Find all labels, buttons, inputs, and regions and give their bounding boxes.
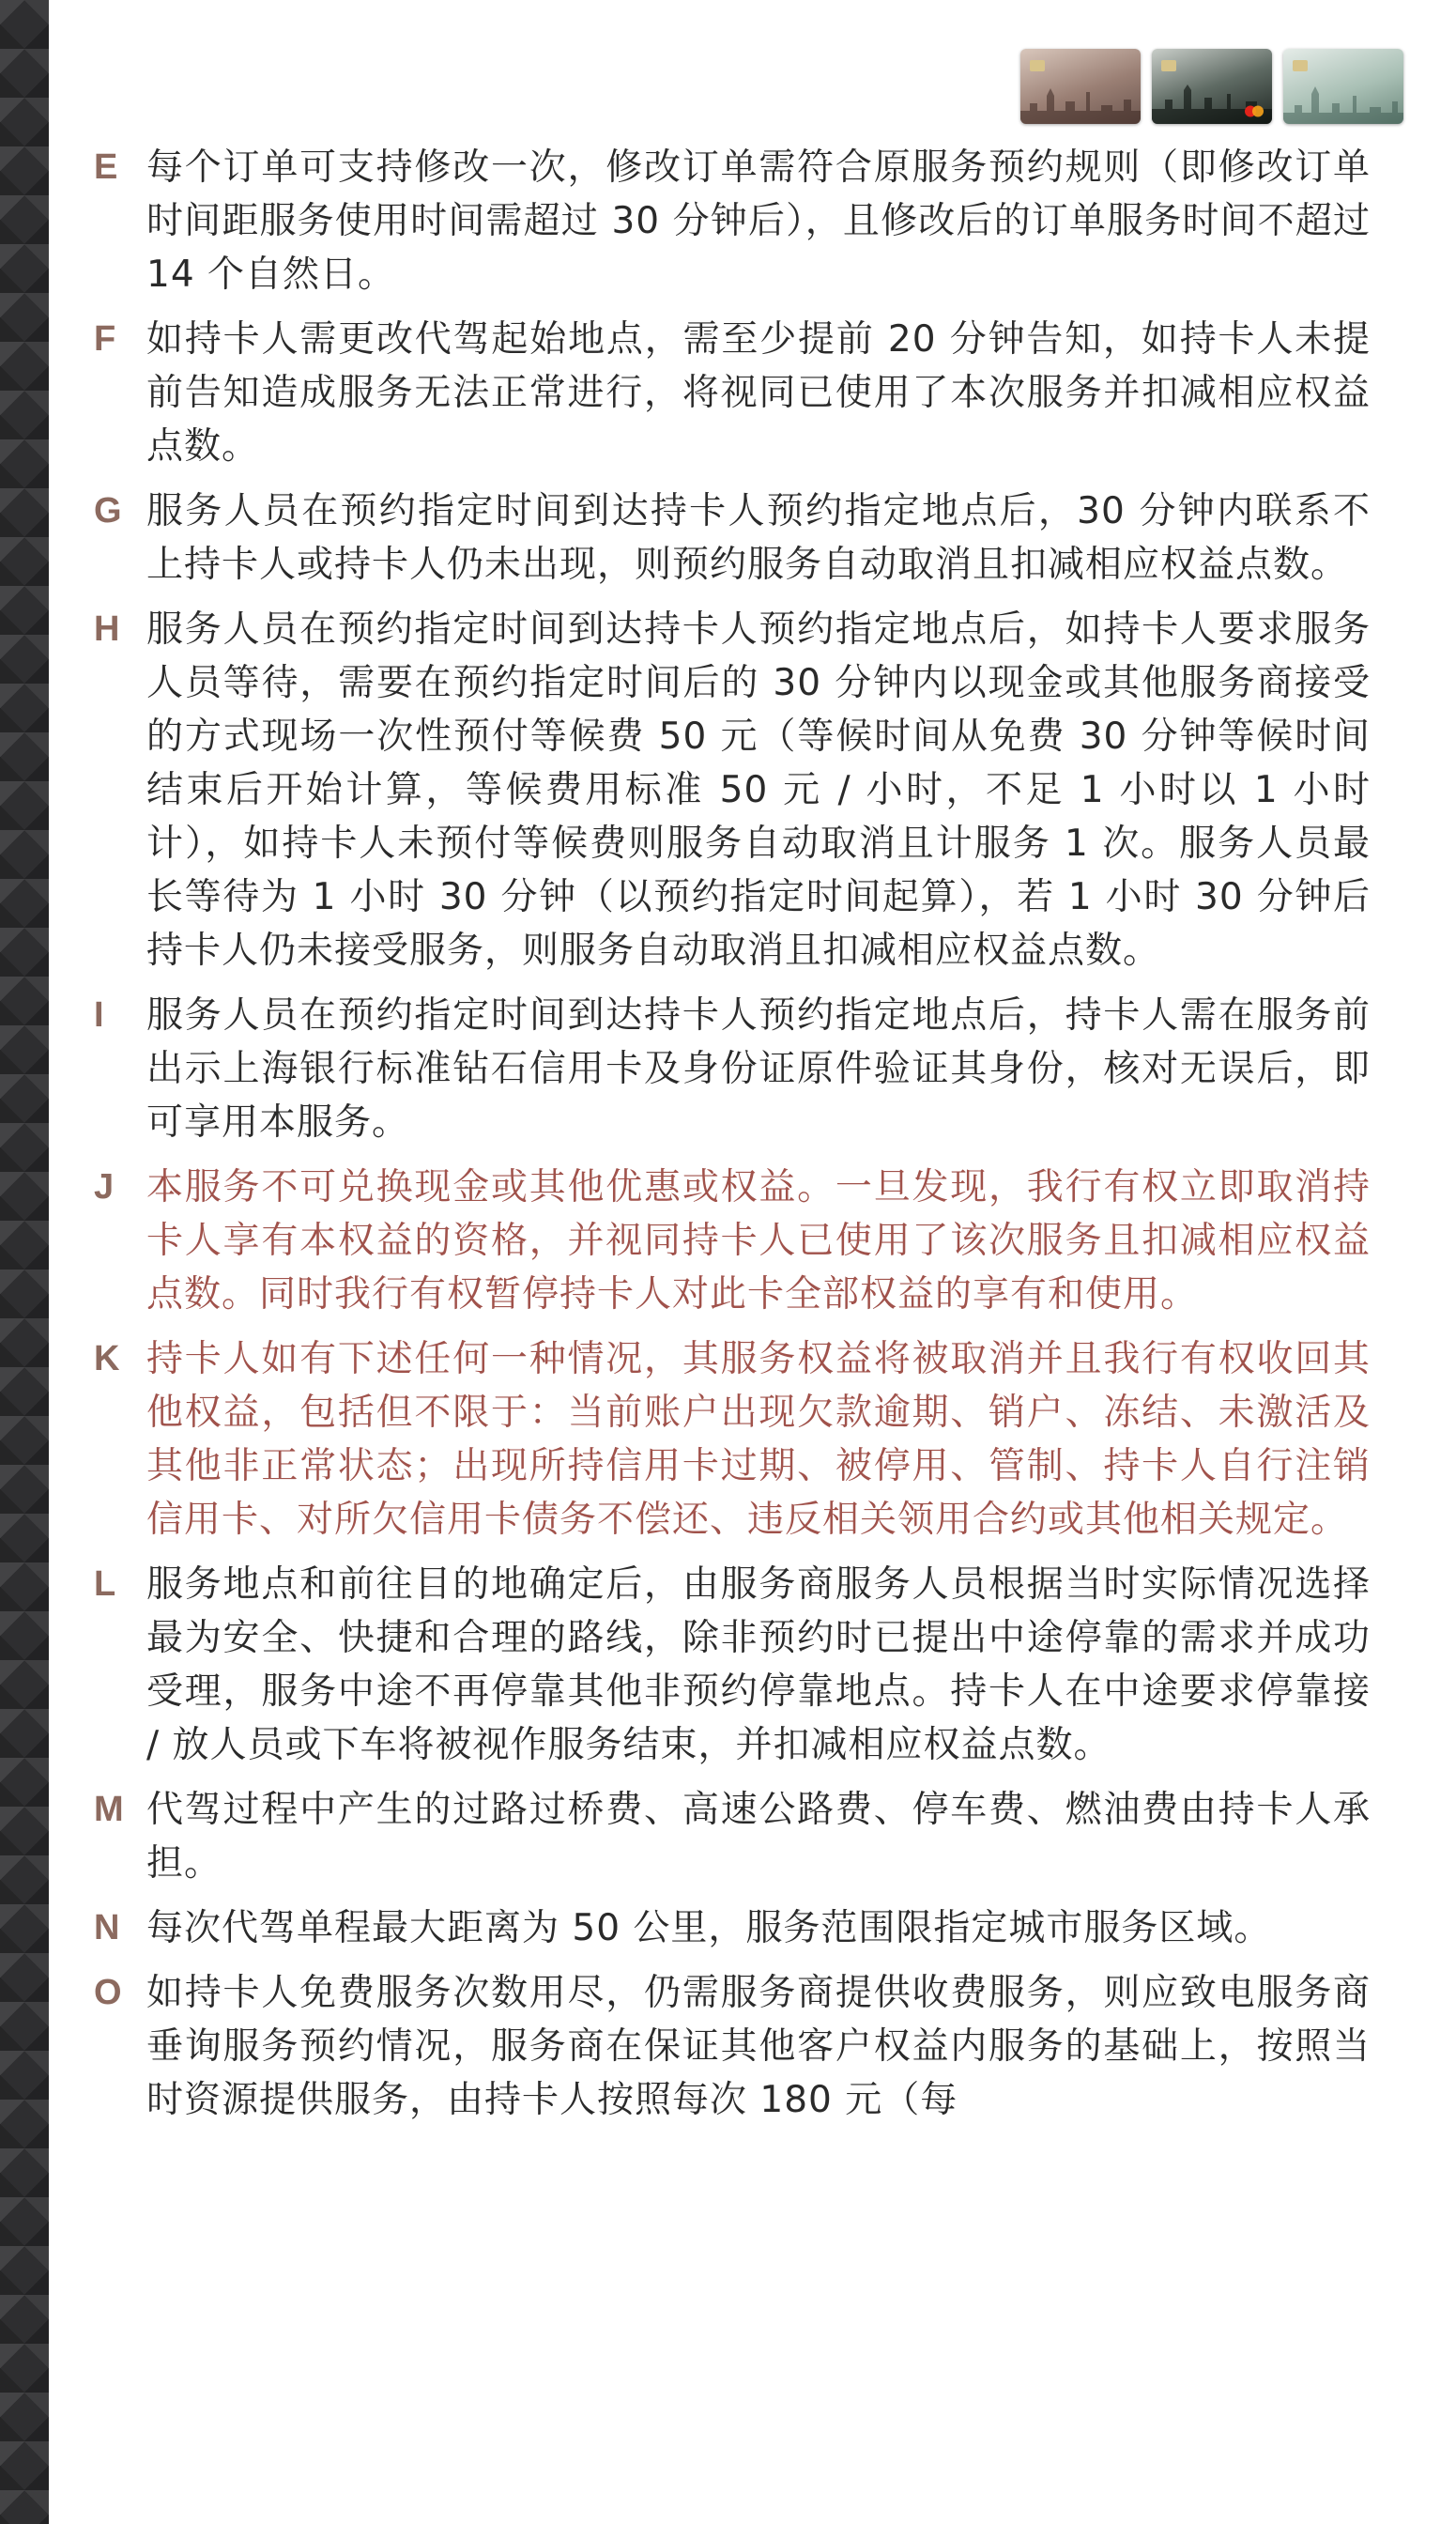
credit-card-image-3 <box>1283 49 1403 124</box>
card-thumbnails <box>1020 49 1403 124</box>
term-text: 服务人员在预约指定时间到达持卡人预约指定地点后，如持卡人要求服务人员等待，需要在预约指定时间后的 30 分钟内以现金或其他服务商接受的方式现场一次性预付等候费 50 元（等候时间从免费 30 分钟等候时间结束后开始计算，等候费用标准 50 元 / 小时，不足 1 小时以 1 小时计），如持卡人未预付等候费则服务自动取消且计服务 1 次。服务人员最长等待为 1 小时 30 分钟（以预约指定时间起算），若 1 小时 30 分钟后持卡人仍未接受服务，则服务自动取消且扣减相应权益点数。 <box>146 608 1371 972</box>
skyline-icon <box>1283 83 1403 124</box>
term-text: 服务人员在预约指定时间到达持卡人预约指定地点后，30 分钟内联系不上持卡人或持卡人仍未出现，则预约服务自动取消且扣减相应权益点数。 <box>146 490 1371 586</box>
term-text: 每个订单可支持修改一次，修改订单需符合原服务预约规则（即修改订单时间距服务使用时间需超过 30 分钟后），且修改后的订单服务时间不超过 14 个自然日。 <box>146 146 1371 296</box>
term-item-f <box>94 313 1371 473</box>
term-letter: N <box>94 1908 120 1947</box>
term-item-e <box>94 141 1371 301</box>
term-item-j <box>94 1161 1371 1321</box>
term-letter: M <box>94 1790 124 1829</box>
term-text: 服务人员在预约指定时间到达持卡人预约指定地点后，持卡人需在服务前出示上海银行标准钻石信用卡及身份证原件验证其身份，核对无误后，即可享用本服务。 <box>146 994 1371 1144</box>
credit-card-image-2 <box>1152 49 1272 124</box>
decorative-side-strip <box>0 0 49 2524</box>
card-chip-icon <box>1293 60 1308 71</box>
term-item-m <box>94 1783 1371 1890</box>
term-letter: K <box>94 1339 120 1378</box>
term-letter: L <box>94 1564 116 1604</box>
term-item-n <box>94 1901 1371 1955</box>
term-text-highlighted: 本服务不可兑换现金或其他优惠或权益。一旦发现，我行有权立即取消持卡人享有本权益的资格，并视同持卡人已使用了该次服务且扣减相应权益点数。同时我行有权暂停持卡人对此卡全部权益的享有和使用。 <box>146 1166 1371 1316</box>
term-text: 服务地点和前往目的地确定后，由服务商服务人员根据当时实际情况选择最为安全、快捷和合理的路线，除非预约时已提出中途停靠的需求并成功受理，服务中途不再停靠其他非预约停靠地点。持卡人在中途要求停靠接 / 放人员或下车将被视作服务结束，并扣减相应权益点数。 <box>146 1563 1371 1766</box>
term-text: 如持卡人免费服务次数用尽，仍需服务商提供收费服务，则应致电服务商垂询服务预约情况，服务商在保证其他客户权益内服务的基础上，按照当时资源提供服务，由持卡人按照每次 180 元（每 <box>146 1972 1371 2121</box>
card-network-logo-icon <box>1244 105 1264 117</box>
terms-list <box>94 141 1371 2138</box>
term-letter: H <box>94 609 120 649</box>
term-item-k <box>94 1332 1371 1547</box>
card-chip-icon <box>1161 60 1176 71</box>
term-item-g <box>94 485 1371 592</box>
term-letter: E <box>94 147 118 187</box>
term-letter: O <box>94 1973 122 2012</box>
term-text: 每次代驾单程最大距离为 50 公里，服务范围限指定城市服务区域。 <box>146 1907 1272 1949</box>
term-text: 如持卡人需更改代驾起始地点，需至少提前 20 分钟告知，如持卡人未提前告知造成服务无法正常进行，将视同已使用了本次服务并扣减相应权益点数。 <box>146 318 1371 468</box>
term-item-h <box>94 603 1371 977</box>
term-letter: J <box>94 1167 115 1207</box>
term-letter: F <box>94 319 116 359</box>
term-item-o <box>94 1966 1371 2127</box>
skyline-icon <box>1020 83 1141 124</box>
term-text-highlighted: 持卡人如有下述任何一种情况，其服务权益将被取消并且我行有权收回其他权益，包括但不限于：当前账户出现欠款逾期、销户、冻结、未激活及其他非正常状态；出现所持信用卡过期、被停用、管制、持卡人自行注销信用卡、对所欠信用卡债务不偿还、违反相关领用合约或其他相关规定。 <box>146 1338 1371 1541</box>
term-text: 代驾过程中产生的过路过桥费、高速公路费、停车费、燃油费由持卡人承担。 <box>146 1789 1371 1885</box>
term-letter: G <box>94 491 122 531</box>
skyline-icon <box>1152 83 1272 124</box>
term-item-l <box>94 1558 1371 1772</box>
credit-card-image-1 <box>1020 49 1141 124</box>
term-item-i <box>94 989 1371 1149</box>
card-chip-icon <box>1030 60 1045 71</box>
term-letter: I <box>94 995 104 1035</box>
